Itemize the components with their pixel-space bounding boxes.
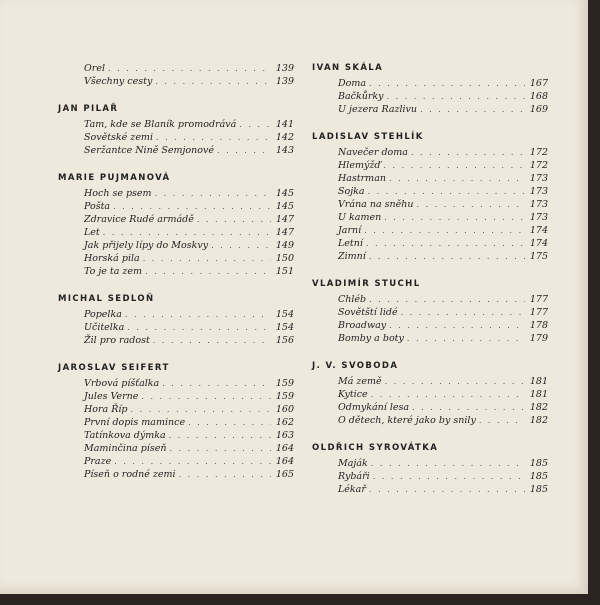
page-number: 164: [275, 456, 294, 467]
poem-title: První dopis mamince: [84, 417, 186, 428]
poem-title: Hora Říp: [84, 404, 128, 415]
toc-entry: [58, 187, 294, 200]
poem-title: Odmykání lesa: [338, 402, 410, 413]
page-number: 167: [529, 78, 548, 89]
page-number: 172: [529, 160, 548, 171]
toc-entry: [312, 211, 548, 224]
dot-leader: [217, 144, 271, 157]
page-number: 164: [275, 443, 294, 454]
toc-entry: [312, 388, 548, 401]
page-number: 177: [529, 307, 548, 318]
dot-leader: [412, 401, 525, 414]
toc-entry: [58, 442, 294, 455]
toc-entry: [58, 265, 294, 278]
toc-entry: [58, 144, 294, 157]
author-heading: JAN PILAŘ: [58, 104, 119, 114]
toc-entry: [312, 90, 548, 103]
dot-leader: [153, 334, 271, 347]
dot-leader: [169, 442, 271, 455]
dot-leader: [114, 455, 271, 468]
toc-entry: [58, 455, 294, 468]
poem-title: U kamen: [338, 212, 382, 223]
toc-entry: [312, 306, 548, 319]
page-number: 174: [529, 225, 548, 236]
poem-title: Jarní: [338, 225, 362, 236]
page-number: 178: [529, 320, 548, 331]
page-number: 174: [529, 238, 548, 249]
poem-title: Píseň o rodné zemi: [84, 469, 176, 480]
toc-entry: [312, 185, 548, 198]
poem-title: Jak přijely lípy do Moskvy: [84, 240, 209, 251]
poem-title: Lékař: [338, 484, 366, 495]
poem-title: Kytice: [338, 389, 368, 400]
poem-title: Sojka: [338, 186, 365, 197]
poem-title: Bačkůrky: [338, 91, 384, 102]
poem-title: Vrána na sněhu: [338, 199, 414, 210]
toc-entry: [312, 172, 548, 185]
toc-entry: [58, 239, 294, 252]
page-number: 172: [529, 147, 548, 158]
poem-title: Má země: [338, 376, 382, 387]
toc-entry: [58, 321, 294, 334]
toc-entry: [312, 103, 548, 116]
poem-title: Sovětské zemi: [84, 132, 153, 143]
page-number: 181: [529, 389, 548, 400]
poem-title: Sovětští lidé: [338, 307, 398, 318]
dot-leader: [141, 390, 271, 403]
poem-title: Všechny cesty: [84, 76, 153, 87]
page-number: 156: [275, 335, 294, 346]
poem-title: Popelka: [84, 309, 122, 320]
toc-entry: [58, 226, 294, 239]
dot-leader: [385, 375, 525, 388]
dot-leader: [411, 146, 525, 159]
page-number: 141: [275, 119, 294, 130]
dot-leader: [155, 187, 271, 200]
toc-entry: [312, 319, 548, 332]
poem-title: Horská pila: [84, 253, 140, 264]
toc-entry: [312, 470, 548, 483]
author-heading: OLDŘICH SYROVÁTKA: [312, 443, 439, 453]
dot-leader: [401, 306, 525, 319]
dot-leader: [113, 200, 271, 213]
dot-leader: [479, 414, 525, 427]
poem-title: Tam, kde se Blaník promodrává: [84, 119, 237, 130]
dot-leader: [383, 159, 525, 172]
page-number: 173: [529, 186, 548, 197]
page-number: 143: [275, 145, 294, 156]
toc-entry: [58, 252, 294, 265]
toc-entry: [58, 200, 294, 213]
poem-title: Rybáři: [338, 471, 370, 482]
dot-leader: [127, 321, 271, 334]
page-number: 147: [275, 214, 294, 225]
page-number: 145: [275, 201, 294, 212]
dot-leader: [371, 457, 525, 470]
page-number: 173: [529, 212, 548, 223]
dot-leader: [369, 293, 525, 306]
page-number: 139: [275, 63, 294, 74]
toc-entry: [312, 237, 548, 250]
page-number: 173: [529, 199, 548, 210]
poem-title: Pošta: [84, 201, 111, 212]
author-heading: JAROSLAV SEIFERT: [58, 363, 170, 373]
dot-leader: [366, 237, 525, 250]
page-number: 159: [275, 378, 294, 389]
toc-entry: [312, 198, 548, 211]
poem-title: Navečer doma: [338, 147, 408, 158]
dot-leader: [371, 388, 525, 401]
poem-title: U jezera Razlivu: [338, 104, 418, 115]
dot-leader: [169, 429, 271, 442]
poem-title: Letní: [338, 238, 363, 249]
dot-leader: [389, 172, 525, 185]
page-number: 177: [529, 294, 548, 305]
poem-title: Broadway: [338, 320, 387, 331]
page-number: 173: [529, 173, 548, 184]
poem-title: Zimní: [338, 251, 366, 262]
author-heading: MARIE PUJMANOVÁ: [58, 173, 171, 183]
page-number: 149: [275, 240, 294, 251]
toc-entry: [58, 308, 294, 321]
dot-leader: [188, 416, 271, 429]
page-number: 182: [529, 415, 548, 426]
dot-leader: [143, 252, 271, 265]
page-number: 163: [275, 430, 294, 441]
page-number: 162: [275, 417, 294, 428]
toc-entry: [312, 483, 548, 496]
page-number: 142: [275, 132, 294, 143]
author-heading: MICHAL SEDLOŇ: [58, 294, 155, 304]
poem-title: To je ta zem: [84, 266, 143, 277]
author-heading: LADISLAV STEHLÍK: [312, 132, 424, 142]
toc-entry: [312, 224, 548, 237]
poem-title: Doma: [338, 78, 367, 89]
toc-entry: [58, 429, 294, 442]
toc-entry: [312, 332, 548, 345]
dot-leader: [369, 77, 525, 90]
dot-leader: [369, 250, 525, 263]
author-heading: VLADIMÍR STUCHL: [312, 279, 421, 289]
toc-entry: [312, 146, 548, 159]
dot-leader: [179, 468, 271, 481]
toc-entry: [58, 62, 294, 75]
author-heading: IVAN SKÁLA: [312, 63, 384, 73]
poem-title: Hlemýžď: [338, 160, 381, 171]
toc-entry: [312, 401, 548, 414]
poem-title: Maják: [338, 458, 368, 469]
poem-title: Praze: [84, 456, 112, 467]
toc-right-column: [312, 62, 548, 496]
page-number: 169: [529, 104, 548, 115]
dot-leader: [384, 211, 525, 224]
dot-leader: [239, 118, 271, 131]
toc-entry: [312, 293, 548, 306]
toc-entry: [58, 416, 294, 429]
poem-title: Hastrman: [338, 173, 386, 184]
toc-entry: [312, 250, 548, 263]
dot-leader: [197, 213, 271, 226]
poem-title: Tatínkova dýmka: [84, 430, 166, 441]
page-number: 154: [275, 322, 294, 333]
poem-title: Let: [84, 227, 100, 238]
page-number: 151: [275, 266, 294, 277]
page-number: 168: [529, 91, 548, 102]
toc-entry: [58, 403, 294, 416]
toc-entry: [58, 390, 294, 403]
poem-title: Vrbová píšťalka: [84, 378, 160, 389]
dot-leader: [211, 239, 271, 252]
page-number: 175: [529, 251, 548, 262]
toc-entry: [312, 414, 548, 427]
dot-leader: [389, 319, 525, 332]
dot-leader: [417, 198, 525, 211]
dot-leader: [373, 470, 525, 483]
page-number: 165: [275, 469, 294, 480]
page-number: 160: [275, 404, 294, 415]
poem-title: O dětech, které jako by snily: [338, 415, 476, 426]
poem-title: Maminčina píseň: [84, 443, 167, 454]
toc-entry: [58, 334, 294, 347]
toc-entry: [58, 377, 294, 390]
page-number: 139: [275, 76, 294, 87]
page-number: 154: [275, 309, 294, 320]
page-number: 181: [529, 376, 548, 387]
toc-entry: [312, 159, 548, 172]
toc-entry: [58, 118, 294, 131]
dot-leader: [364, 224, 525, 237]
poem-title: Zdravice Rudé armádě: [84, 214, 194, 225]
poem-title: Orel: [84, 63, 105, 74]
toc-entry: [58, 213, 294, 226]
dot-leader: [369, 483, 525, 496]
toc-left-column: [58, 62, 294, 481]
dot-leader: [162, 377, 271, 390]
page-number: 145: [275, 188, 294, 199]
poem-title: Chléb: [338, 294, 367, 305]
dot-leader: [131, 403, 271, 416]
toc-entry: [312, 77, 548, 90]
toc-entry: [58, 75, 294, 88]
poem-title: Žil pro radost: [84, 335, 150, 346]
dot-leader: [407, 332, 525, 345]
dot-leader: [420, 103, 525, 116]
dot-leader: [103, 226, 271, 239]
toc-entry: [58, 131, 294, 144]
poem-title: Hoch se psem: [84, 188, 152, 199]
page-number: 185: [529, 471, 548, 482]
toc-entry: [312, 375, 548, 388]
toc-entry: [312, 457, 548, 470]
dot-leader: [156, 131, 271, 144]
page-number: 147: [275, 227, 294, 238]
page-number: 182: [529, 402, 548, 413]
dot-leader: [125, 308, 271, 321]
page-number: 150: [275, 253, 294, 264]
dot-leader: [368, 185, 525, 198]
page-number: 185: [529, 484, 548, 495]
page-number: 185: [529, 458, 548, 469]
poem-title: Učitelka: [84, 322, 125, 333]
author-heading: J. V. SVOBODA: [312, 361, 399, 371]
page-number: 159: [275, 391, 294, 402]
dot-leader: [387, 90, 525, 103]
poem-title: Seržantce Nině Semjonové: [84, 145, 214, 156]
poem-title: Bomby a boty: [338, 333, 404, 344]
dot-leader: [145, 265, 271, 278]
poem-title: Jules Verne: [84, 391, 139, 402]
dot-leader: [108, 62, 271, 75]
page-number: 179: [529, 333, 548, 344]
toc-entry: [58, 468, 294, 481]
dot-leader: [155, 75, 271, 88]
